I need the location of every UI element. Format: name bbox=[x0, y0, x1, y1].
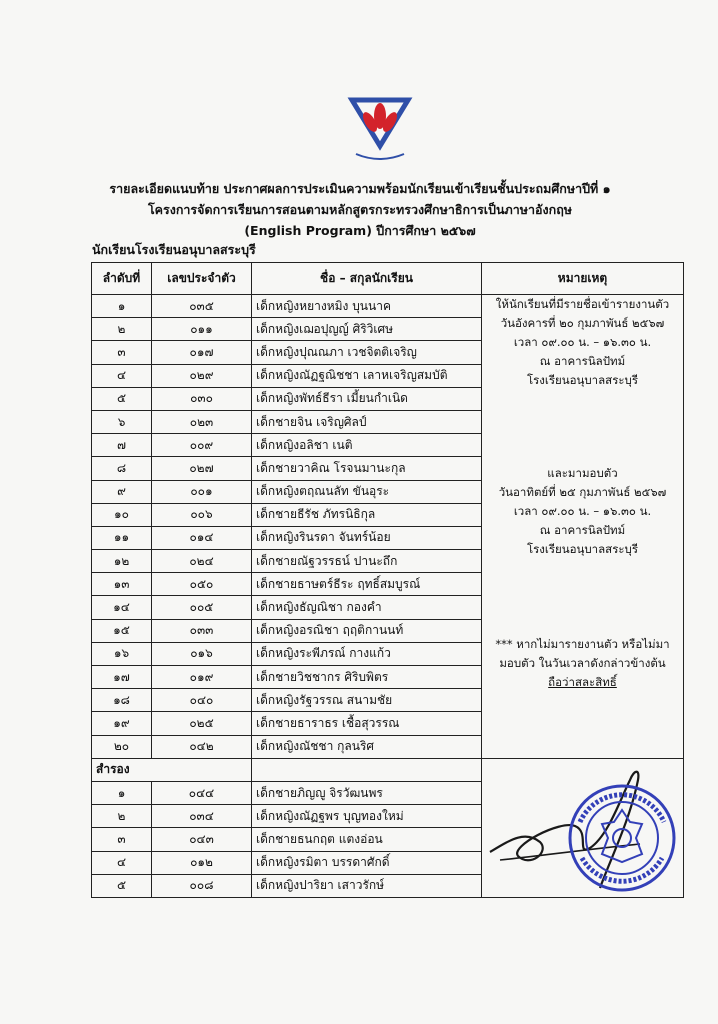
remarks-cell bbox=[482, 295, 684, 759]
row-name: เด็กหญิงอลิชา เนติ bbox=[252, 434, 482, 457]
row-name: เด็กหญิงเฌอปุญญ์ ศิริวิเศษ bbox=[252, 318, 482, 341]
remarks-spacer bbox=[486, 390, 679, 464]
row-order: ๒ bbox=[92, 318, 152, 341]
row-order: ๑๖ bbox=[92, 642, 152, 665]
reserve-id: ๐๓๔ bbox=[152, 805, 252, 828]
remark-line: ให้นักเรียนที่มีรายชื่อเข้ารายงานตัว bbox=[495, 297, 670, 311]
reserve-id: ๐๔๔ bbox=[152, 781, 252, 804]
row-id: ๐๔๐ bbox=[152, 689, 252, 712]
row-order: ๗ bbox=[92, 434, 152, 457]
row-name: เด็กหญิงปุณณภา เวชจิตติเจริญ bbox=[252, 341, 482, 364]
row-id: ๐๒๗ bbox=[152, 457, 252, 480]
row-order: ๘ bbox=[92, 457, 152, 480]
row-id: ๐๓๕ bbox=[152, 295, 252, 318]
heading-line-2: โครงการจัดการเรียนการสอนตามหลักสูตรกระทรวงศึกษาธิการเป็นภาษาอังกฤษ bbox=[147, 202, 573, 217]
reserve-label: สำรอง bbox=[92, 758, 252, 781]
row-name: เด็กหญิงหยางหมิง บุนนาค bbox=[252, 295, 482, 318]
row-name: เด็กหญิงธัญณิชา กองคำ bbox=[252, 596, 482, 619]
remark-line: และมามอบตัว bbox=[547, 466, 618, 480]
remarks-spacer bbox=[486, 559, 679, 635]
school-logo bbox=[344, 92, 416, 164]
row-name: เด็กหญิงณัฏฐณิชชา เลาหเจริญสมบัติ bbox=[252, 364, 482, 387]
remark-line: ณ อาคารนิลปัทม์ bbox=[539, 354, 626, 368]
row-order: ๑๙ bbox=[92, 712, 152, 735]
row-order: ๙ bbox=[92, 480, 152, 503]
row-name: เด็กชายธีรัช ภัทรนิธิกุล bbox=[252, 503, 482, 526]
row-id: ๐๐๑ bbox=[152, 480, 252, 503]
row-order: ๑๘ bbox=[92, 689, 152, 712]
table-header-row bbox=[92, 263, 684, 295]
heading-line-3: (English Program) ปีการศึกษา ๒๕๖๗ bbox=[244, 223, 476, 238]
row-name: เด็กหญิงอรณิชา ฤฤติกานนท์ bbox=[252, 619, 482, 642]
remark-line: ณ อาคารนิลปัทม์ bbox=[539, 523, 626, 537]
row-id: ๐๔๒ bbox=[152, 735, 252, 758]
reserve-order: ๑ bbox=[92, 781, 152, 804]
row-id: ๐๑๑ bbox=[152, 318, 252, 341]
row-name: เด็กชายวาคิณ โรจนมานะกุล bbox=[252, 457, 482, 480]
remark-line: วันอังคารที่ ๒๐ กุมภาพันธ์ ๒๕๖๗ bbox=[500, 316, 665, 330]
row-name: เด็กชายวิชชากร ศิริบพิตร bbox=[252, 666, 482, 689]
row-order: ๖ bbox=[92, 410, 152, 433]
row-name: เด็กหญิงรินรดา จันทร์น้อย bbox=[252, 526, 482, 549]
reserve-name: เด็กหญิงรมิตา บรรดาศักดิ์ bbox=[252, 851, 482, 874]
remark-line: มอบตัว ในวันเวลาดังกล่าวข้างต้น bbox=[499, 656, 666, 670]
row-order: ๑๑ bbox=[92, 526, 152, 549]
row-name: เด็กหญิงณัชชา กุลนริศ bbox=[252, 735, 482, 758]
row-id: ๐๑๖ bbox=[152, 642, 252, 665]
row-id: ๐๐๕ bbox=[152, 596, 252, 619]
reserve-id: ๐๔๓ bbox=[152, 828, 252, 851]
row-order: ๑ bbox=[92, 295, 152, 318]
reserve-order: ๓ bbox=[92, 828, 152, 851]
school-lotus-logo-icon bbox=[344, 92, 416, 164]
row-name: เด็กชายธาษตร์ธีระ ฤทธิ์สมบูรณ์ bbox=[252, 573, 482, 596]
row-name: เด็กหญิงพัทธ์ธีรา เมี้ยนกำเนิด bbox=[252, 387, 482, 410]
row-order: ๑๓ bbox=[92, 573, 152, 596]
row-order: ๑๗ bbox=[92, 666, 152, 689]
row-id: ๐๒๔ bbox=[152, 550, 252, 573]
office-seal-stamp-icon bbox=[566, 782, 678, 894]
row-name: เด็กหญิงรัฐวรรณ สนามชัย bbox=[252, 689, 482, 712]
row-order: ๑๔ bbox=[92, 596, 152, 619]
row-id: ๐๐๖ bbox=[152, 503, 252, 526]
reserve-name: เด็กหญิงณัฏฐพร บุญทองใหม่ bbox=[252, 805, 482, 828]
forfeit-notice: ถือว่าสละสิทธิ์ bbox=[548, 675, 617, 689]
reserve-name: เด็กหญิงปาริยา เสาวรักษ์ bbox=[252, 874, 482, 897]
row-order: ๔ bbox=[92, 364, 152, 387]
row-id: ๐๒๙ bbox=[152, 364, 252, 387]
row-name: เด็กหญิงระพีภรณ์ กางแก้ว bbox=[252, 642, 482, 665]
row-name: เด็กชายณัฐวรรธน์ ปานะถึก bbox=[252, 550, 482, 573]
office-seal bbox=[566, 782, 678, 894]
row-id: ๐๒๓ bbox=[152, 410, 252, 433]
row-order: ๕ bbox=[92, 387, 152, 410]
reserve-id: ๐๑๒ bbox=[152, 851, 252, 874]
remark-line: เวลา ๐๙.๐๐ น. – ๑๖.๓๐ น. bbox=[513, 335, 652, 349]
remark-line: โรงเรียนอนุบาลสระบุรี bbox=[526, 373, 639, 387]
reserve-name: เด็กชายภิญญู จิรวัฒนพร bbox=[252, 781, 482, 804]
remark-line: โรงเรียนอนุบาลสระบุรี bbox=[526, 542, 639, 556]
table-row bbox=[92, 295, 684, 318]
row-order: ๒๐ bbox=[92, 735, 152, 758]
document-heading bbox=[60, 178, 660, 241]
section-label: นักเรียนโรงเรียนอนุบาลสระบุรี bbox=[92, 242, 256, 257]
row-id: ๐๑๙ bbox=[152, 666, 252, 689]
row-order: ๑๐ bbox=[92, 503, 152, 526]
remarks-forfeit-block bbox=[486, 635, 679, 692]
student-rows bbox=[92, 295, 684, 759]
row-id: ๐๓๓ bbox=[152, 619, 252, 642]
row-id: ๐๒๕ bbox=[152, 712, 252, 735]
reserve-id: ๐๐๘ bbox=[152, 874, 252, 897]
row-id: ๐๓๐ bbox=[152, 387, 252, 410]
remark-line: *** หากไม่มารายงานตัว หรือไม่มา bbox=[495, 637, 670, 651]
row-id: ๐๑๗ bbox=[152, 341, 252, 364]
header-remarks: หมายเหตุ bbox=[482, 263, 684, 295]
row-id: ๐๕๐ bbox=[152, 573, 252, 596]
heading-line-1: รายละเอียดแนบท้าย ประกาศผลการประเมินความพร้อมนักเรียนเข้าเรียนชั้นประถมศึกษาปีที่ ๑ bbox=[109, 181, 611, 196]
reserve-name: เด็กชายธนกฤต แตงอ่อน bbox=[252, 828, 482, 851]
remark-line: เวลา ๐๙.๐๐ น. – ๑๖.๓๐ น. bbox=[513, 504, 652, 518]
reserve-order: ๔ bbox=[92, 851, 152, 874]
row-name: เด็กชายธาราธร เชื้อสุวรรณ bbox=[252, 712, 482, 735]
reserve-order: ๒ bbox=[92, 805, 152, 828]
remark-line: วันอาทิตย์ที่ ๒๕ กุมภาพันธ์ ๒๕๖๗ bbox=[498, 485, 667, 499]
header-order: ลำดับที่ bbox=[92, 263, 152, 295]
remarks-enrollment-block bbox=[486, 464, 679, 559]
remarks-reporting-block bbox=[486, 295, 679, 390]
row-id: ๐๐๙ bbox=[152, 434, 252, 457]
row-order: ๑๒ bbox=[92, 550, 152, 573]
row-id: ๐๑๔ bbox=[152, 526, 252, 549]
reserve-order: ๕ bbox=[92, 874, 152, 897]
header-id: เลขประจำตัว bbox=[152, 263, 252, 295]
row-order: ๓ bbox=[92, 341, 152, 364]
row-name: เด็กชายจิน เจริญศิลป์ bbox=[252, 410, 482, 433]
row-order: ๑๕ bbox=[92, 619, 152, 642]
row-name: เด็กหญิงตฤณนลัท ขันอุระ bbox=[252, 480, 482, 503]
header-name: ชื่อ – สกุลนักเรียน bbox=[252, 263, 482, 295]
reserve-label-spacer bbox=[252, 758, 482, 781]
